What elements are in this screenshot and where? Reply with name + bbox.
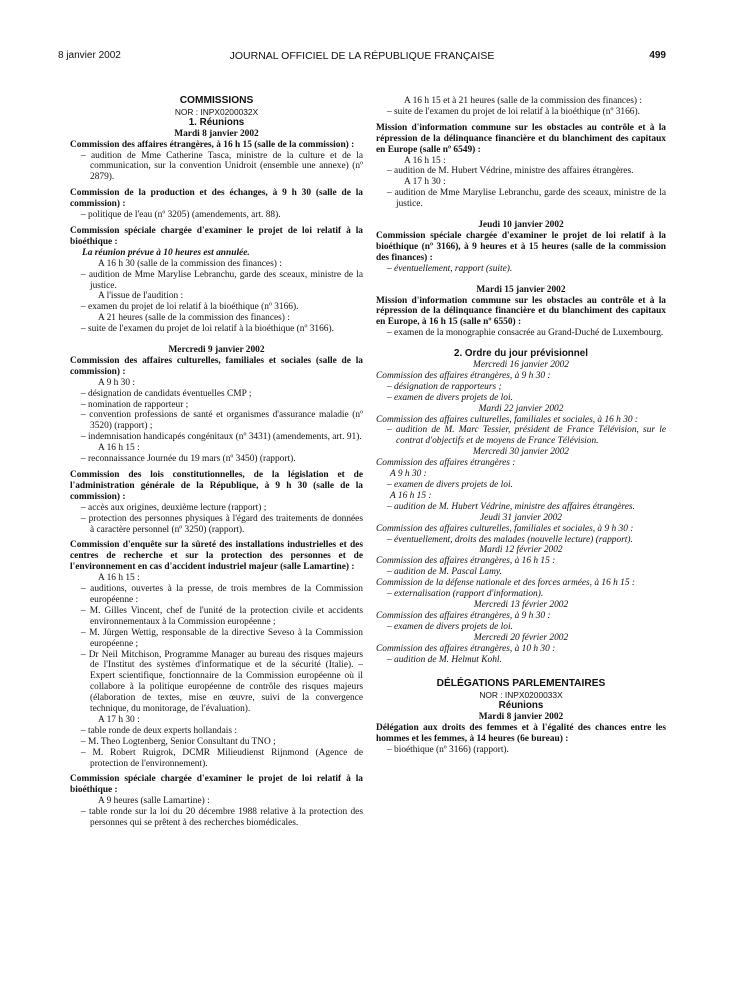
page-number: 499: [649, 50, 666, 61]
commission-line: Commission des affaires culturelles, familiales et sociales, à 9 h 30 :: [376, 523, 634, 534]
date-heading: Mercredi 16 janvier 2002: [473, 360, 569, 371]
nor-reference: NOR : INPX0200033X: [479, 690, 563, 701]
agenda-item: – examen de divers projets de loi.: [387, 480, 513, 490]
commission-title: Commission des affaires culturelles, familiales et sociales (salle de la commission) :: [70, 355, 363, 377]
nor-reference: NOR : INPX0200032X: [174, 106, 259, 117]
time-slot: A 17 h 30 :: [98, 714, 140, 725]
section-title-commissions: COMMISSIONS: [179, 95, 254, 106]
subsection-ordre-du-jour: 2. Ordre du jour prévisionnel: [454, 348, 588, 360]
commission-title: Commission spéciale chargée d'examiner le projet de loi relatif à la bioéthique (nº 3166), à 9 heures et à 15 heures (salle de la commission des finances) :: [376, 230, 666, 263]
time-slot: A 16 h 15 :: [404, 155, 446, 166]
delegation-title: Délégation aux droits des femmes et à l'égalité des chances entre les hommes et les femmes, à 14 heures (6e bureau) :: [376, 723, 666, 744]
agenda-item: – table ronde sur la loi du 20 décembre 1988 relative à la protection des personnes qui se prêtent à des recherches biomédicales.: [81, 807, 363, 829]
cancellation-note: La réunion prévue à 10 heures est annulée.: [82, 247, 250, 258]
subsection-reunions: 1. Réunions: [188, 116, 245, 128]
agenda-item: – examen de divers projets de loi.: [387, 621, 513, 632]
date-heading: Mardi 12 février 2002: [479, 545, 563, 556]
agenda-item: – nomination de rapporteur ;: [81, 399, 189, 410]
agenda-item: – examen de la monographie consacrée au Grand-Duché de Luxembourg.: [387, 328, 664, 339]
date-heading: Mercredi 9 janvier 2002: [168, 345, 265, 356]
agenda-item: – M. Robert Ruigrok, DCMR Milieudienst Rijnmond (Agence de protection de l'environnement).: [81, 747, 363, 769]
header-date: 8 janvier 2002: [58, 50, 121, 61]
left-column: [70, 96, 363, 829]
date-heading: Mercredi 20 février 2002: [473, 632, 569, 643]
time-slot: A l'issue de l'audition :: [98, 291, 184, 302]
agenda-item: – éventuellement, rapport (suite).: [387, 263, 513, 274]
commission-title: Commission spéciale chargée d'examiner le projet de loi relatif à la bioéthique :: [70, 225, 363, 247]
time-slot: A 21 heures (salle de la commission des finances) :: [98, 313, 290, 324]
time-slot: A 16 h 15 :: [98, 443, 140, 454]
date-heading: Mardi 8 janvier 2002: [174, 128, 259, 139]
commission-title: Commission de la production et des échanges, à 9 h 30 (salle de la commission) :: [70, 188, 363, 210]
commission-line: Commission des affaires étrangères, à 9 h 30 :: [376, 610, 551, 621]
agenda-item: – table ronde de deux experts hollandais :: [81, 725, 237, 736]
agenda-item: – examen de divers projets de loi.: [387, 392, 513, 403]
journal-title: JOURNAL OFFICIEL DE LA RÉPUBLIQUE FRANÇAISE: [229, 50, 495, 62]
date-heading: Mercredi 13 février 2002: [473, 599, 569, 610]
time-slot: A 16 h 30 (salle de la commission des finances) :: [98, 258, 282, 269]
agenda-item: – protection des personnes physiques à l'égard des traitements de données à caractère personnel (nº 3250) (rapport).: [81, 513, 363, 535]
agenda-item: – désignation de candidats éventuelles CMP ;: [81, 388, 252, 399]
commission-title: Commission spéciale chargée d'examiner le projet de loi relatif à la bioéthique :: [70, 774, 363, 796]
agenda-item: – désignation de rapporteurs ;: [387, 381, 502, 392]
provisional-agenda: [376, 360, 666, 665]
agenda-item: – audition de Mme Marylise Lebranchu, garde des sceaux, ministre de la justice.: [387, 188, 666, 210]
mission-title: Mission d'information commune sur les obstacles au contrôle et à la répression de la délinquance financière et du blanchiment des capitaux en Europe, à 16 h 15 (salle nº 6550) :: [376, 295, 666, 328]
agenda-item: – audition de M. Helmut Kohl.: [387, 654, 502, 665]
commission-line: Commission des affaires étrangères :: [376, 458, 516, 469]
mission-title: Mission d'information commune sur les obstacles au contrôle et à la répression de la délinquance financière et du blanchiment des capitaux en Europe (salle nº 6549) :: [376, 122, 666, 155]
agenda-item: – éventuellement, droits des malades (nouvelle lecture) (rapport).: [387, 534, 633, 545]
time-slot: A 16 h 15 :: [98, 573, 140, 584]
section-title-delegations: DÉLÉGATIONS PARLEMENTAIRES: [436, 678, 606, 690]
agenda-item: – indemnisation handicapés congénitaux (nº 3431) (amendements, art. 91).: [81, 432, 362, 443]
agenda-item: – audition de M. Hubert Védrine, ministre des affaires étrangères.: [387, 166, 634, 177]
agenda-item: – accès aux origines, deuxième lecture (rapport) ;: [81, 502, 267, 513]
agenda-item: – examen du projet de loi relatif à la bioéthique (nº 3166).: [81, 302, 299, 313]
right-column: [376, 96, 666, 756]
subsection-reunions: Réunions: [498, 700, 544, 712]
date-heading: Jeudi 10 janvier 2002: [478, 220, 564, 231]
commission-title: Commission des lois constitutionnelles, de la législation et de l'administration générale de la République, à 9 h 30 (salle de la commission) :: [70, 470, 363, 502]
agenda-item: – externalisation (rapport d'information).: [387, 589, 544, 600]
commission-line: Commission des affaires culturelles, familiales et sociales, à 16 h 30 :: [376, 414, 639, 425]
commission-line: Commission des affaires étrangères, à 10 h 30 :: [376, 643, 556, 654]
agenda-item: – suite de l'examen du projet de loi relatif à la bioéthique (nº 3166).: [81, 324, 334, 335]
running-header: [58, 50, 666, 64]
agenda-item: – M. Theo Logtenberg, Senior Consultant du TNO ;: [81, 736, 276, 747]
date-heading: Mardi 8 janvier 2002: [478, 712, 564, 723]
date-heading: Mercredi 30 janvier 2002: [473, 447, 569, 458]
agenda-item: – M. Gilles Vincent, chef de l'unité de la protection civile et accidents environnementaux à la Commission européenne ;: [81, 605, 363, 627]
agenda-item: – audition de Mme Catherine Tasca, ministre de la culture et de la communication, sur la convention Unidroit (ensemble une annexe) (nº 2879).: [81, 150, 363, 183]
time-slot: A 16 h 15 :: [390, 490, 432, 501]
agenda-item: – suite de l'examen du projet de loi relatif à la bioéthique (nº 3166).: [387, 106, 640, 117]
time-slot: A 9 heures (salle Lamartine) :: [98, 796, 210, 807]
agenda-item: – reconnaissance Journée du 19 mars (nº 3450) (rapport).: [81, 454, 296, 465]
agenda-item: – audition de M. Pascal Lamy.: [387, 567, 502, 578]
agenda-item: – auditions, ouvertes à la presse, de trois membres de la Commission européenne :: [81, 584, 363, 605]
agenda-item: – bioéthique (nº 3166) (rapport).: [387, 744, 509, 755]
time-slot: A 9 h 30 :: [98, 377, 135, 388]
agenda-item: – convention professions de santé et organismes d'assurance maladie (nº 3520) (rapport) ;: [81, 410, 363, 432]
commission-line: Commission des affaires étrangères, à 9 h 30 :: [376, 370, 551, 381]
agenda-item: – audition de M. Marc Tessier, président de France Télévision, sur le contrat d'objectifs et de moyens de France Télévision.: [387, 425, 666, 447]
commission-title: Commission des affaires étrangères, à 16 h 15 (salle de la commission) :: [70, 139, 355, 150]
date-heading: Mardi 22 janvier 2002: [478, 403, 564, 414]
agenda-item: – audition de Mme Marylise Lebranchu, garde des sceaux, ministre de la justice.: [81, 269, 363, 291]
commission-line: Commission des affaires étrangères, à 16 h 15 :: [376, 556, 556, 567]
date-heading: Jeudi 31 janvier 2002: [479, 512, 562, 523]
agenda-item: – M. Jürgen Wettig, responsable de la directive Seveso à la Commission européenne ;: [81, 627, 363, 649]
agenda-item: – audition de M. Hubert Védrine, ministre des affaires étrangères.: [387, 501, 635, 512]
time-slot: A 16 h 15 et à 21 heures (salle de la commission des finances) :: [404, 96, 642, 106]
commission-line: Commission de la défense nationale et des forces armées, à 16 h 15 :: [376, 578, 635, 589]
date-heading: Mardi 15 janvier 2002: [476, 284, 566, 295]
time-slot: A 17 h 30 :: [404, 177, 446, 188]
time-slot: A 9 h 30 :: [390, 469, 427, 480]
agenda-item: – Dr Neil Mitchison, Programme Manager au bureau des risques majeurs de l'Institut des systèmes d'informatique et de la sécurité (Italie). – Expert scientifique, fonctionnaire de la Commission européenne où il collabore à la politique européenne de contrôle des risques majeurs (élaboration de textes, mise en œuvre, suivi de la convergence technique, du monitorage, de l'évaluation).: [81, 649, 363, 715]
agenda-item: – politique de l'eau (nº 3205) (amendements, art. 88).: [81, 210, 281, 221]
commission-title: Commission d'enquête sur la sûreté des installations industrielles et des centres de recherche et sur la protection des personnes et de l'environnement en cas d'accident industriel majeur (salle Lamartine) :: [70, 540, 363, 573]
